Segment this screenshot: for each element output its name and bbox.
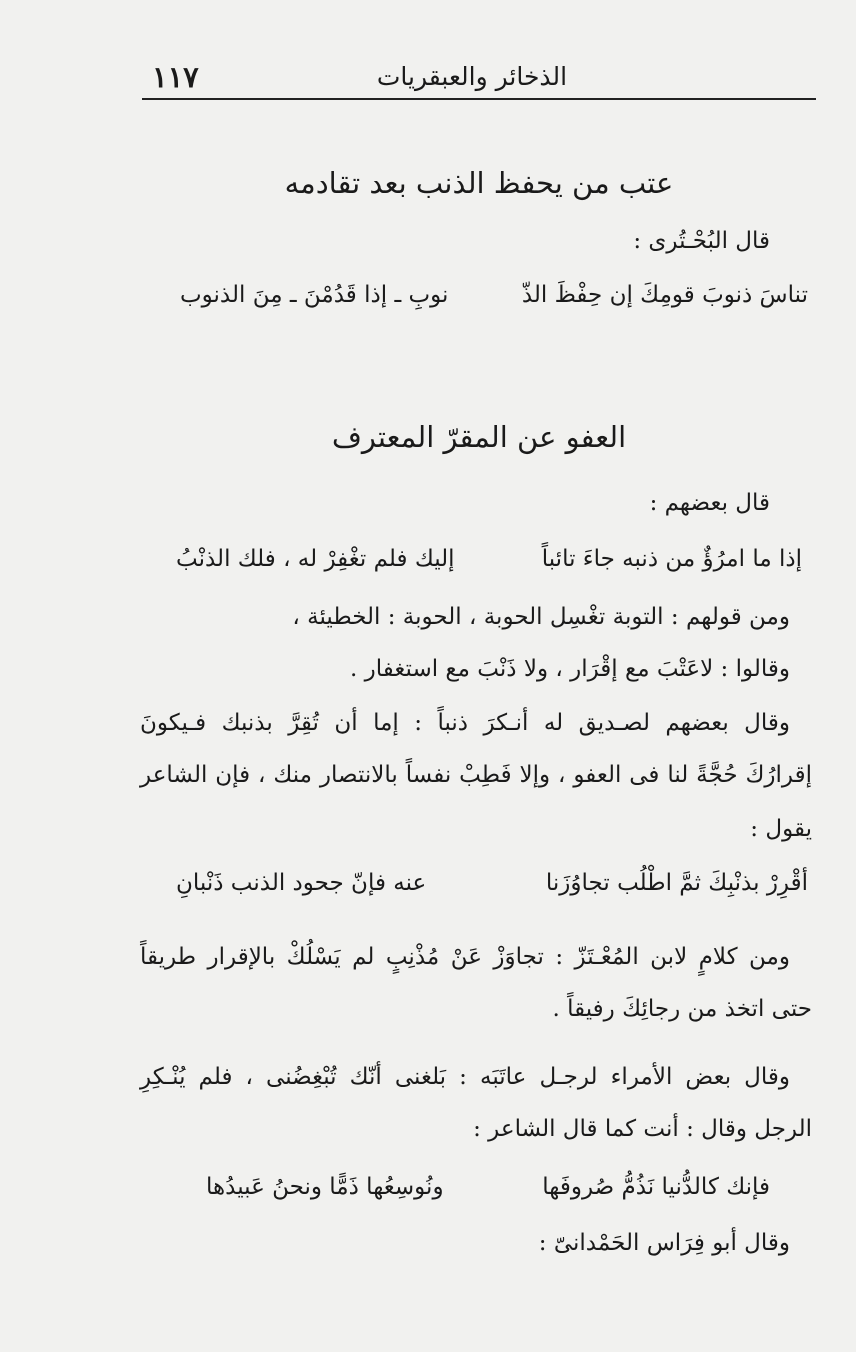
- verse-hemistich-1: تناسَ ذنوبَ قومِكَ إن حِفْظَ الذّ: [521, 282, 808, 308]
- verse-hemistich-1: فإنك كالدُّنيا نَذُمُّ صُروفَها: [542, 1174, 770, 1200]
- verse-hemistich-2: إليك فلم تغْفِرْ له ، فلك الذنْبُ: [176, 546, 455, 572]
- verse-hemistich-1: أقْرِرْ بذنْبِكَ ثمَّ اطْلُب تجاوُزَنا: [545, 870, 808, 896]
- attribution-some: قال بعضهم :: [649, 490, 770, 516]
- page-number: ١١٧: [152, 60, 199, 94]
- section-heading-forgiveness: العفو عن المقرّ المعترف: [331, 420, 627, 454]
- text-line: إقرارُكَ حُجَّةً لنا فى العفو ، وإلا فَطِبْ نفساً بالانتصار منك ، فإن الشاعر: [140, 762, 812, 788]
- text-line: الرجل وقال : أنت كما قال الشاعر :: [473, 1116, 812, 1142]
- verse-hemistich-1: إذا ما امرُؤٌ من ذنبه جاءَ تائباً: [541, 546, 802, 572]
- text-line: ومن كلامٍ لابن المُعْـتَزّ : تجاوَزْ عَنْ مُذْنِبٍ لم يَسْلُكْ بالإقرار طريقاً: [140, 944, 790, 970]
- running-title: الذخائر والعبقريات: [376, 62, 568, 91]
- section-heading-reproach: عتب من يحفظ الذنب بعد تقادمه: [284, 166, 674, 200]
- text-line: وقال بعض الأمراء لرجـل عاتَبَه : بَلغنى أنّك تُبْغِضُنى ، فلم يُنْـكِرِ: [140, 1064, 790, 1090]
- verse-hemistich-2: نوبِ ـ إذا قَدُمْنَ ـ مِنَ الذنوب: [180, 282, 449, 308]
- text-line: يقول :: [750, 816, 812, 842]
- verse-hemistich-2: ونُوسِعُها ذَمًّا ونحنُ عَبيدُها: [206, 1174, 444, 1200]
- attribution-abu-firas: وقال أبو فِرَاس الحَمْدانىّ :: [538, 1230, 790, 1256]
- text-line: ومن قولهم : التوبة تغْسِل الحوبة ، الحوبة : الخطيئة ،: [292, 604, 790, 630]
- text-line: وقالوا : لاعَتْبَ مع إقْرَار ، ولا ذَنْبَ مع استغفار .: [350, 656, 790, 682]
- attribution-buhturi: قال البُحْـتُرى :: [633, 228, 770, 254]
- text-line: حتى اتخذ من رجائِكَ رفيقاً .: [552, 996, 812, 1022]
- verse-hemistich-2: عنه فإنّ جحود الذنب ذَنْبانِ: [176, 870, 427, 896]
- text-line: وقال بعضهم لصـديق له أنـكرَ ذنباً : إما أن تُقِرَّ بذنبك فـيكونَ: [140, 710, 790, 736]
